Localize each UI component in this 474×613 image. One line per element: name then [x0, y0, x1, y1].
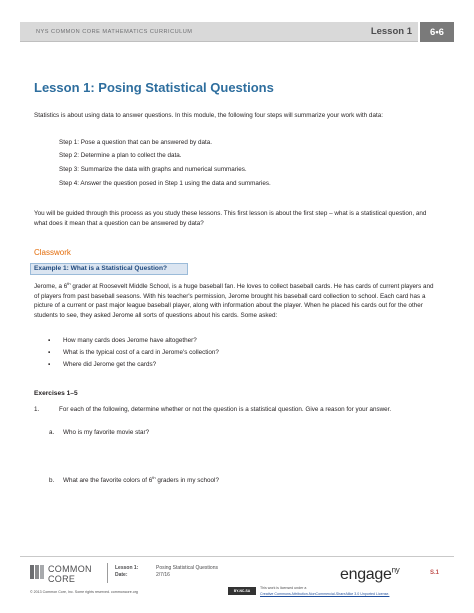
step-1: Step 1: Pose a question that can be answered by data. [59, 139, 212, 146]
bullet-question-1: How many cards does Jerome have altogether? [63, 337, 197, 344]
brand-core: CORE [48, 574, 76, 584]
bullet-question-2: What is the typical cost of a card in Jerome's collection? [63, 349, 219, 356]
curriculum-title: NYS COMMON CORE MATHEMATICS CURRICULUM [36, 28, 193, 35]
footer-date-label: Date: [115, 572, 128, 578]
footer-separator [107, 563, 108, 583]
footer-date-value: 2/7/16 [156, 572, 170, 578]
exercise-1b-label: b. [49, 477, 55, 484]
bullet-icon: ▪ [48, 349, 51, 356]
footer-lesson-label: Lesson 1: [115, 565, 139, 571]
footer-divider [20, 556, 454, 557]
page-header [20, 22, 454, 42]
bullet-icon: ▪ [48, 361, 51, 368]
example-paragraph: Jerome, a 6th grader at Roosevelt Middle School, is a huge baseball fan. He loves to collect baseball cards. He has cards of current players and of players from past baseball seasons. With his teacher's permission, Jerome brought his baseball card collection to school. Each card has a picture of a current or past major league baseball player, along with information about the player. When he placed his cards out for the other students to see, they asked Jerome all sorts of questions about his cards. Some asked: [34, 280, 434, 319]
engage-ny-logo: engage$^{ny}$ [340, 565, 400, 583]
exercises-heading: Exercises 1–5 [34, 390, 78, 397]
exercise-1-text: For each of the following, determine whether or not the question is a statistical question. Give a reason for your answer. [59, 406, 392, 413]
exercise-1b-text: What are the favorite colors of 6th graders in my school? [63, 474, 219, 484]
brand-common: COMMON [48, 564, 92, 574]
exercise-1a-text: Who is my favorite movie star? [63, 429, 150, 436]
classwork-heading: Classwork [34, 248, 71, 257]
license-link[interactable]: Creative Commons Attribution-NonCommercial-ShareAlike 3.0 Unported License. [260, 592, 390, 596]
common-core-logo-icon [30, 565, 44, 579]
example-label: Example 1: What is a Statistical Question? [34, 265, 168, 272]
grade-badge: 6•6 [420, 22, 454, 42]
lesson-title: Lesson 1: Posing Statistical Questions [34, 80, 274, 95]
step-4: Step 4: Answer the question posed in Step 1 using the data and summaries. [59, 180, 271, 187]
page-number: S.1 [430, 570, 440, 576]
copyright-notice: © 2013 Common Core, Inc. Some rights reserved. commoncore.org [30, 590, 138, 594]
step-3: Step 3: Summarize the data with graphs and numerical summaries. [59, 166, 247, 173]
cc-license-badge: BY-NC-SA [228, 587, 256, 595]
license-text: This work is licensed under a [260, 586, 307, 590]
intro-paragraph: Statistics is about using data to answer questions. In this module, the following four steps will summarize your work with data: [34, 112, 383, 119]
header-lesson: Lesson 1 [370, 26, 412, 37]
bullet-icon: ▪ [48, 337, 51, 344]
header-bar [20, 22, 418, 42]
bullet-question-3: Where did Jerome get the cards? [63, 361, 157, 368]
exercise-1-number: 1. [34, 406, 40, 413]
step-2: Step 2: Determine a plan to collect the data. [59, 152, 182, 159]
footer-lesson-value: Posing Statistical Questions [156, 565, 218, 571]
guided-paragraph: You will be guided through this process as you study these lessons. This first lesson is about the first step – what is a statistical question, and what does it mean that a question can be answered by data? [34, 210, 427, 227]
exercise-1a-label: a. [49, 429, 55, 436]
